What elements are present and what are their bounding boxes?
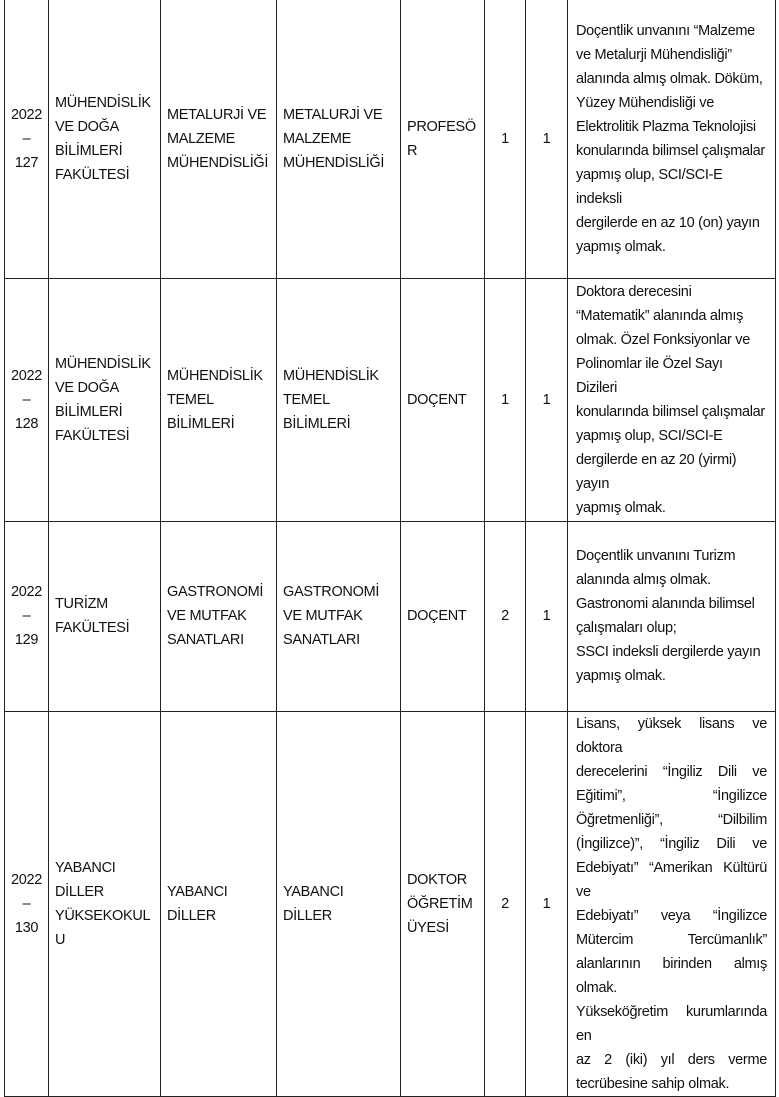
title-cell: DOKTOR ÖĞRETİM ÜYESİ (401, 711, 485, 1096)
position-code (5, 278, 49, 521)
code-dash: – (22, 130, 31, 147)
requirement-line: yapmış olup, SCI/SCI-E (576, 427, 723, 444)
requirement-line: yapmış olmak. (576, 499, 666, 516)
title-cell: PROFESÖR (401, 0, 485, 278)
program-cell: YABANCI DİLLER (277, 711, 401, 1096)
program-cell: MÜHENDİSLİK TEMEL BİLİMLERİ (277, 278, 401, 521)
requirement-line: çalışmaları olup; (576, 620, 677, 636)
positions-table (4, 0, 776, 1097)
code-dash: – (22, 608, 31, 624)
requirement-line: yapmış olmak. (576, 238, 666, 255)
position-code (5, 0, 49, 278)
department-cell: MÜHENDİSLİK TEMEL BİLİMLERİ (161, 278, 277, 521)
requirement-line: dergilerde en az 10 (on) yayın (576, 214, 760, 231)
table-row-127 (5, 0, 776, 278)
cadre-count-cell: 1 (485, 0, 526, 278)
department-cell: METALURJİ VE MALZEME MÜHENDİSLİĞİ (161, 0, 277, 278)
requirement-line: Doktora derecesini (576, 283, 692, 300)
requirement-line: Yüzey Mühendisliği ve (576, 94, 714, 111)
requirements-cell (568, 278, 776, 521)
department-cell: YABANCI DİLLER (161, 711, 277, 1096)
cadre-count-cell: 2 (485, 711, 526, 1096)
requirements-cell (568, 0, 776, 278)
requirement-line: konularında bilimsel çalışmalar (576, 403, 765, 420)
requirement-line: Doçentlik unvanını Turizm (576, 548, 736, 564)
requirement-line: Eğitimi”, “İngilizce (576, 787, 767, 804)
title-cell: DOÇENT (401, 521, 485, 711)
position-code (5, 521, 49, 711)
requirement-line: Yükseköğretim kurumlarında en (576, 1003, 767, 1044)
code-dash: – (22, 895, 31, 912)
cadre-count-cell: 1 (485, 278, 526, 521)
degree-cell: 1 (526, 0, 568, 278)
position-code (5, 711, 49, 1096)
requirement-line: az 2 (iki) yıl ders verme (576, 1051, 767, 1068)
requirement-line: Lisans, yüksek lisans ve doktora (576, 715, 767, 756)
code-dash: – (22, 391, 31, 408)
program-cell: GASTRONOMİ VE MUTFAK SANATLARI (277, 521, 401, 711)
requirement-line: Doçentlik unvanını “Malzeme (576, 22, 755, 39)
table-row-129 (5, 521, 776, 711)
code-number: 129 (14, 632, 39, 648)
requirement-line: SSCI indeksli dergilerde yayın (576, 644, 761, 660)
title-cell: DOÇENT (401, 278, 485, 521)
requirement-line: Öğretmenliği”, “Dilbilim (576, 811, 767, 828)
requirement-line: alanlarının birinden almış olmak. (576, 955, 767, 996)
requirement-line: olmak. Özel Fonksiyonlar ve (576, 331, 751, 348)
table-row-128 (5, 278, 776, 521)
faculty-cell: TURİZM FAKÜLTESİ (49, 521, 161, 711)
code-number: 128 (14, 415, 39, 432)
requirement-line: alanında almış olmak. (576, 572, 711, 588)
requirement-line: Mütercim Tercümanlık” (576, 931, 767, 948)
faculty-cell: YABANCI DİLLER YÜKSEKOKULU (49, 711, 161, 1096)
code-year: 2022 (10, 871, 43, 888)
degree-cell: 1 (526, 711, 568, 1096)
faculty-cell: MÜHENDİSLİK VE DOĞA BİLİMLERİ FAKÜLTESİ (49, 0, 161, 278)
requirement-line: “Matematik” alanında almış (576, 307, 744, 324)
requirement-line: yapmış olup, SCI/SCI-E indeksli (576, 166, 723, 207)
requirement-line: Gastronomi alanında bilimsel (576, 596, 755, 612)
code-number: 130 (14, 919, 39, 936)
requirement-line: Polinomlar ile Özel Sayı Dizileri (576, 355, 723, 396)
code-year: 2022 (10, 106, 43, 123)
table-row-130 (5, 711, 776, 1096)
requirement-line: Edebiyatı” veya “İngilizce (576, 907, 767, 924)
faculty-cell: MÜHENDİSLİK VE DOĞA BİLİMLERİ FAKÜLTESİ (49, 278, 161, 521)
degree-cell: 1 (526, 278, 568, 521)
requirement-line: yapmış olmak. (576, 668, 666, 684)
code-number: 127 (14, 154, 39, 171)
requirement-line: konularında bilimsel çalışmalar (576, 142, 765, 159)
code-year: 2022 (10, 584, 43, 600)
cadre-count-cell: 2 (485, 521, 526, 711)
requirement-line: Edebiyatı” “Amerikan Kültürü ve (576, 859, 767, 900)
requirement-line: tecrübesine sahip olmak. (576, 1075, 730, 1092)
requirements-cell (568, 521, 776, 711)
code-year: 2022 (10, 367, 43, 384)
requirements-cell (568, 711, 776, 1096)
degree-cell: 1 (526, 521, 568, 711)
requirement-line: ve Metalurji Mühendisliği” (576, 46, 732, 63)
requirement-line: alanında almış olmak. Döküm, (576, 70, 763, 87)
program-cell: METALURJİ VE MALZEME MÜHENDİSLİĞİ (277, 0, 401, 278)
requirement-line: Elektrolitik Plazma Teknolojisi (576, 118, 756, 135)
requirement-line: derecelerini “İngiliz Dili ve (576, 763, 767, 780)
requirement-line: dergilerde en az 20 (yirmi) yayın (576, 451, 737, 492)
department-cell: GASTRONOMİ VE MUTFAK SANATLARI (161, 521, 277, 711)
requirement-line: (İngilizce)”, “İngiliz Dili ve (576, 835, 767, 852)
